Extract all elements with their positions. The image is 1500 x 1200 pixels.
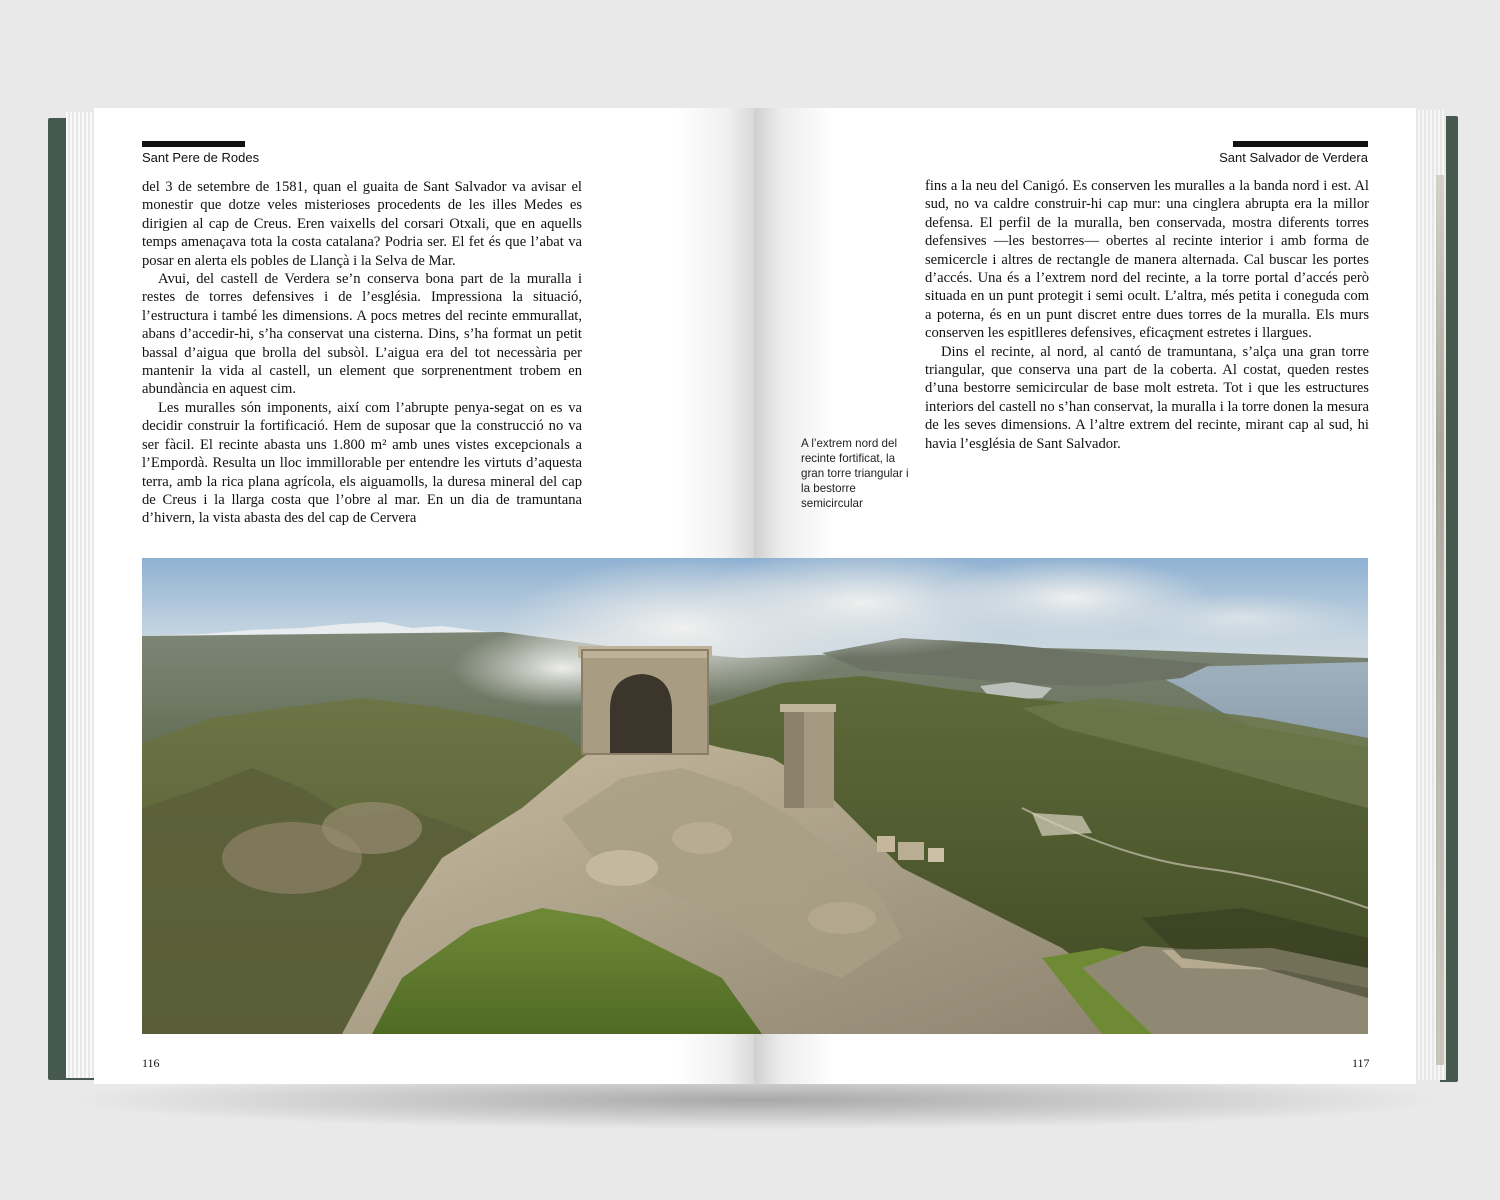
running-head-rule-right [1233, 141, 1368, 147]
paragraph: del 3 de setembre de 1581, quan el guaita de Sant Salvador va avisar el monestir que dotze veles misterioses procedents de les illes Medes es dirigien al cap de Creus. Eren vaixells del corsari Otxali, que en aquells temps amenaçava tota la costa catalana? Podria ser. El fet és que l’abat va posar en alerta els pobles de Llançà i la Selva de Mar. [142, 179, 582, 269]
right-text-column [925, 177, 1369, 453]
page-number-left: 116 [142, 1056, 160, 1070]
running-head-left: Sant Pere de Rodes [142, 150, 260, 165]
paragraph: Dins el recinte, al nord, al cantó de tramuntana, s’alça una gran torre triangular, que conserva una part de la coberta. Al costat, queden restes d’una bestorre semicircular de base molt estreta. Tot i que les estructures interiors del castell no s’han conservat, la muralla i la torre donen la mesura de les seves dimensions. A l’altre extrem del recinte, mirant cap al sud, hi havia l’església de Sant Salvador. [925, 343, 1369, 452]
photo-caption: A l’extrem nord del recinte fortificat, la gran torre triangular i la bestorre semicircular [801, 437, 909, 510]
running-head-right: Sant Salvador de Verdera [1219, 150, 1368, 165]
paragraph: Avui, del castell de Verdera se’n conserva bona part de la muralla i restes de torres defensives i de l’església. Impressiona la situació, l’estructura i també les dimensions. A pocs metres del recinte emmurallat, abans d’accedir-hi, s’ha conservat una cisterna. Dins, s’ha format un petit bassal d’aigua que brolla del subsòl. L’aigua era del tot necessària per mantenir la vida al castell, un element que sorprenentment trobem en abundància en aquest cim. [142, 271, 582, 398]
paragraph: fins a la neu del Canigó. Es conserven les muralles a la banda nord i est. Al sud, no va caldre construir-hi cap mur: una cinglera abrupta era la millor defensa. El perfil de la muralla, ben conservada, mostra diferents torres defensives —les bestorres— obertes al recinte interior i amb forma de semicercle i altres de rectangle de manera alternada. Cal buscar les portes d’accés. Una és a l’extrem nord del recinte, a la torre portal d’accés però situada en un punt protegit i semi ocult. L’altra, més petita i coneguda com a poterna, és en un punt discret entre dues torres de la muralla. Els murs conserven les espitlleres defensives, eficaçment estretes i llargues. [925, 178, 1369, 342]
paragraph: Les muralles són imponents, així com l’abrupte penya-segat on es va decidir construir la fortificació. Hem de suposar que la construcció no va ser fàcil. El recinte abasta uns 1.800 m² amb unes vistes excepcionals a l’Empordà. Resulta un lloc immillorable per entendre les virtuts d’aquesta terra, amb la rica plana agrícola, els aiguamolls, la duresa mineral del cap de Creus i la llarga costa que l’obre al mar. En un dia de tramuntana d’hivern, la vista abasta des del cap de Cervera [142, 399, 582, 527]
page-edge-photo [1436, 175, 1444, 1065]
running-head-rule-left [142, 141, 245, 147]
left-text-column [142, 178, 582, 528]
panorama-photo [142, 558, 1368, 1034]
page-number-right: 117 [1352, 1056, 1370, 1070]
